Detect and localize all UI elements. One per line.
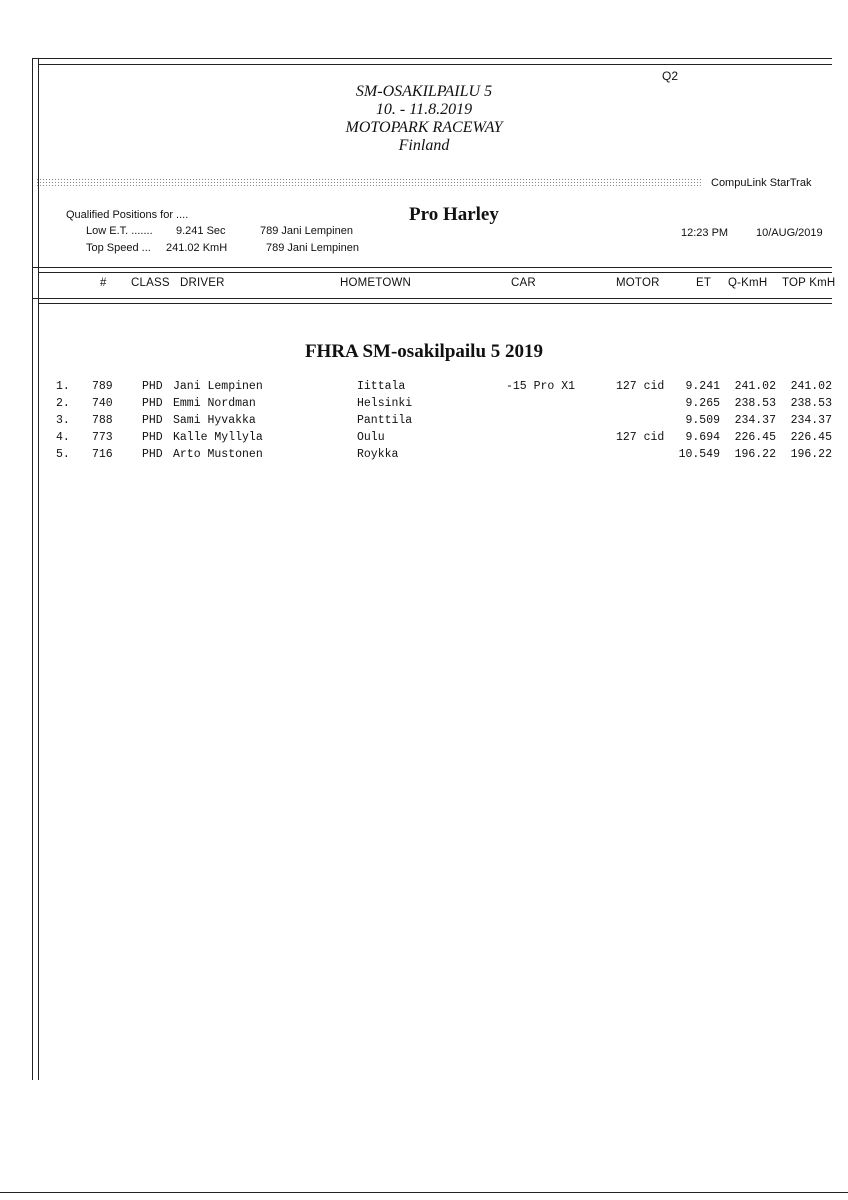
class-code: PHD bbox=[142, 448, 163, 461]
qualified-positions-label: Qualified Positions for .... bbox=[66, 209, 189, 221]
col-header-number: # bbox=[100, 277, 107, 289]
et-value: 9.694 bbox=[685, 431, 720, 444]
car-number: 788 bbox=[92, 414, 113, 427]
class-code: PHD bbox=[142, 431, 163, 444]
car-number: 740 bbox=[92, 397, 113, 410]
top-speed-value: 241.02 KmH bbox=[166, 242, 228, 254]
class-code: PHD bbox=[142, 380, 163, 393]
et-value: 9.509 bbox=[685, 414, 720, 427]
report-time: 12:23 PM bbox=[681, 227, 729, 239]
table-row bbox=[0, 380, 848, 397]
position: 2. bbox=[56, 397, 70, 410]
low-et-label: Low E.T. ....... bbox=[86, 225, 153, 237]
hometown: Oulu bbox=[357, 431, 385, 444]
top-kmh-value: 234.37 bbox=[790, 414, 832, 427]
driver-name: Sami Hyvakka bbox=[173, 414, 256, 427]
table-row bbox=[0, 414, 848, 431]
car-number: 716 bbox=[92, 448, 113, 461]
top-border-inner bbox=[38, 64, 832, 65]
divider-header-top bbox=[38, 272, 832, 273]
col-header-hometown: HOMETOWN bbox=[340, 277, 412, 289]
left-border-outer bbox=[32, 58, 33, 1080]
motor: 127 cid bbox=[616, 431, 665, 444]
top-speed-label: Top Speed ... bbox=[86, 242, 151, 254]
timing-system-label: CompuLink StarTrak bbox=[711, 177, 812, 189]
col-header-motor: MOTOR bbox=[616, 277, 660, 289]
q-kmh-value: 241.02 bbox=[734, 380, 776, 393]
top-kmh-value: 226.45 bbox=[790, 431, 832, 444]
report-date: 10/AUG/2019 bbox=[756, 227, 823, 239]
divider-summary-bottom bbox=[32, 267, 832, 268]
hometown: Panttila bbox=[357, 414, 413, 427]
et-value: 9.265 bbox=[685, 397, 720, 410]
qualifying-code: Q2 bbox=[662, 69, 679, 83]
low-et-holder: 789 Jani Lempinen bbox=[260, 225, 353, 237]
motor: 127 cid bbox=[616, 380, 665, 393]
col-header-car: CAR bbox=[511, 277, 536, 289]
driver-name: Arto Mustonen bbox=[173, 448, 263, 461]
event-dates: 10. - 11.8.2019 bbox=[375, 101, 473, 118]
position: 3. bbox=[56, 414, 70, 427]
q-kmh-value: 196.22 bbox=[734, 448, 776, 461]
et-value: 10.549 bbox=[678, 448, 720, 461]
hometown: Roykka bbox=[357, 448, 399, 461]
top-kmh-value: 196.22 bbox=[790, 448, 832, 461]
position: 1. bbox=[56, 380, 70, 393]
col-header-class: CLASS bbox=[131, 277, 170, 289]
position: 4. bbox=[56, 431, 70, 444]
q-kmh-value: 234.37 bbox=[734, 414, 776, 427]
position: 5. bbox=[56, 448, 70, 461]
driver-name: Jani Lempinen bbox=[173, 380, 263, 393]
col-header-top-kmh: TOP KmH bbox=[782, 277, 836, 289]
q-kmh-value: 238.53 bbox=[734, 397, 776, 410]
table-row bbox=[0, 448, 848, 465]
divider-header-bottom bbox=[32, 298, 832, 299]
hometown: Iittala bbox=[357, 380, 406, 393]
car-number: 789 bbox=[92, 380, 113, 393]
dotted-separator bbox=[36, 178, 702, 187]
event-country: Finland bbox=[398, 137, 450, 154]
driver-name: Kalle Myllyla bbox=[173, 431, 263, 444]
class-code: PHD bbox=[142, 397, 163, 410]
event-series: SM-OSAKILPAILU 5 bbox=[355, 83, 493, 100]
low-et-value: 9.241 Sec bbox=[176, 225, 226, 237]
top-kmh-value: 238.53 bbox=[790, 397, 832, 410]
col-header-driver: DRIVER bbox=[180, 277, 225, 289]
et-value: 9.241 bbox=[685, 380, 720, 393]
q-kmh-value: 226.45 bbox=[734, 431, 776, 444]
col-header-q-kmh: Q-KmH bbox=[728, 277, 768, 289]
class-title: Pro Harley bbox=[409, 204, 499, 225]
left-border-inner bbox=[38, 58, 39, 1080]
divider-header-bottom-inner bbox=[38, 303, 832, 304]
table-row bbox=[0, 431, 848, 448]
top-speed-holder: 789 Jani Lempinen bbox=[266, 242, 359, 254]
event-name: FHRA SM-osakilpailu 5 2019 bbox=[304, 341, 544, 362]
car: -15 Pro X1 bbox=[506, 380, 576, 393]
driver-name: Emmi Nordman bbox=[173, 397, 256, 410]
top-border bbox=[32, 58, 832, 59]
car-number: 773 bbox=[92, 431, 113, 444]
hometown: Helsinki bbox=[357, 397, 413, 410]
page-bottom-rule bbox=[0, 1192, 848, 1193]
col-header-et: ET bbox=[696, 277, 712, 289]
event-venue: MOTOPARK RACEWAY bbox=[345, 119, 503, 136]
class-code: PHD bbox=[142, 414, 163, 427]
top-kmh-value: 241.02 bbox=[790, 380, 832, 393]
table-row bbox=[0, 397, 848, 414]
